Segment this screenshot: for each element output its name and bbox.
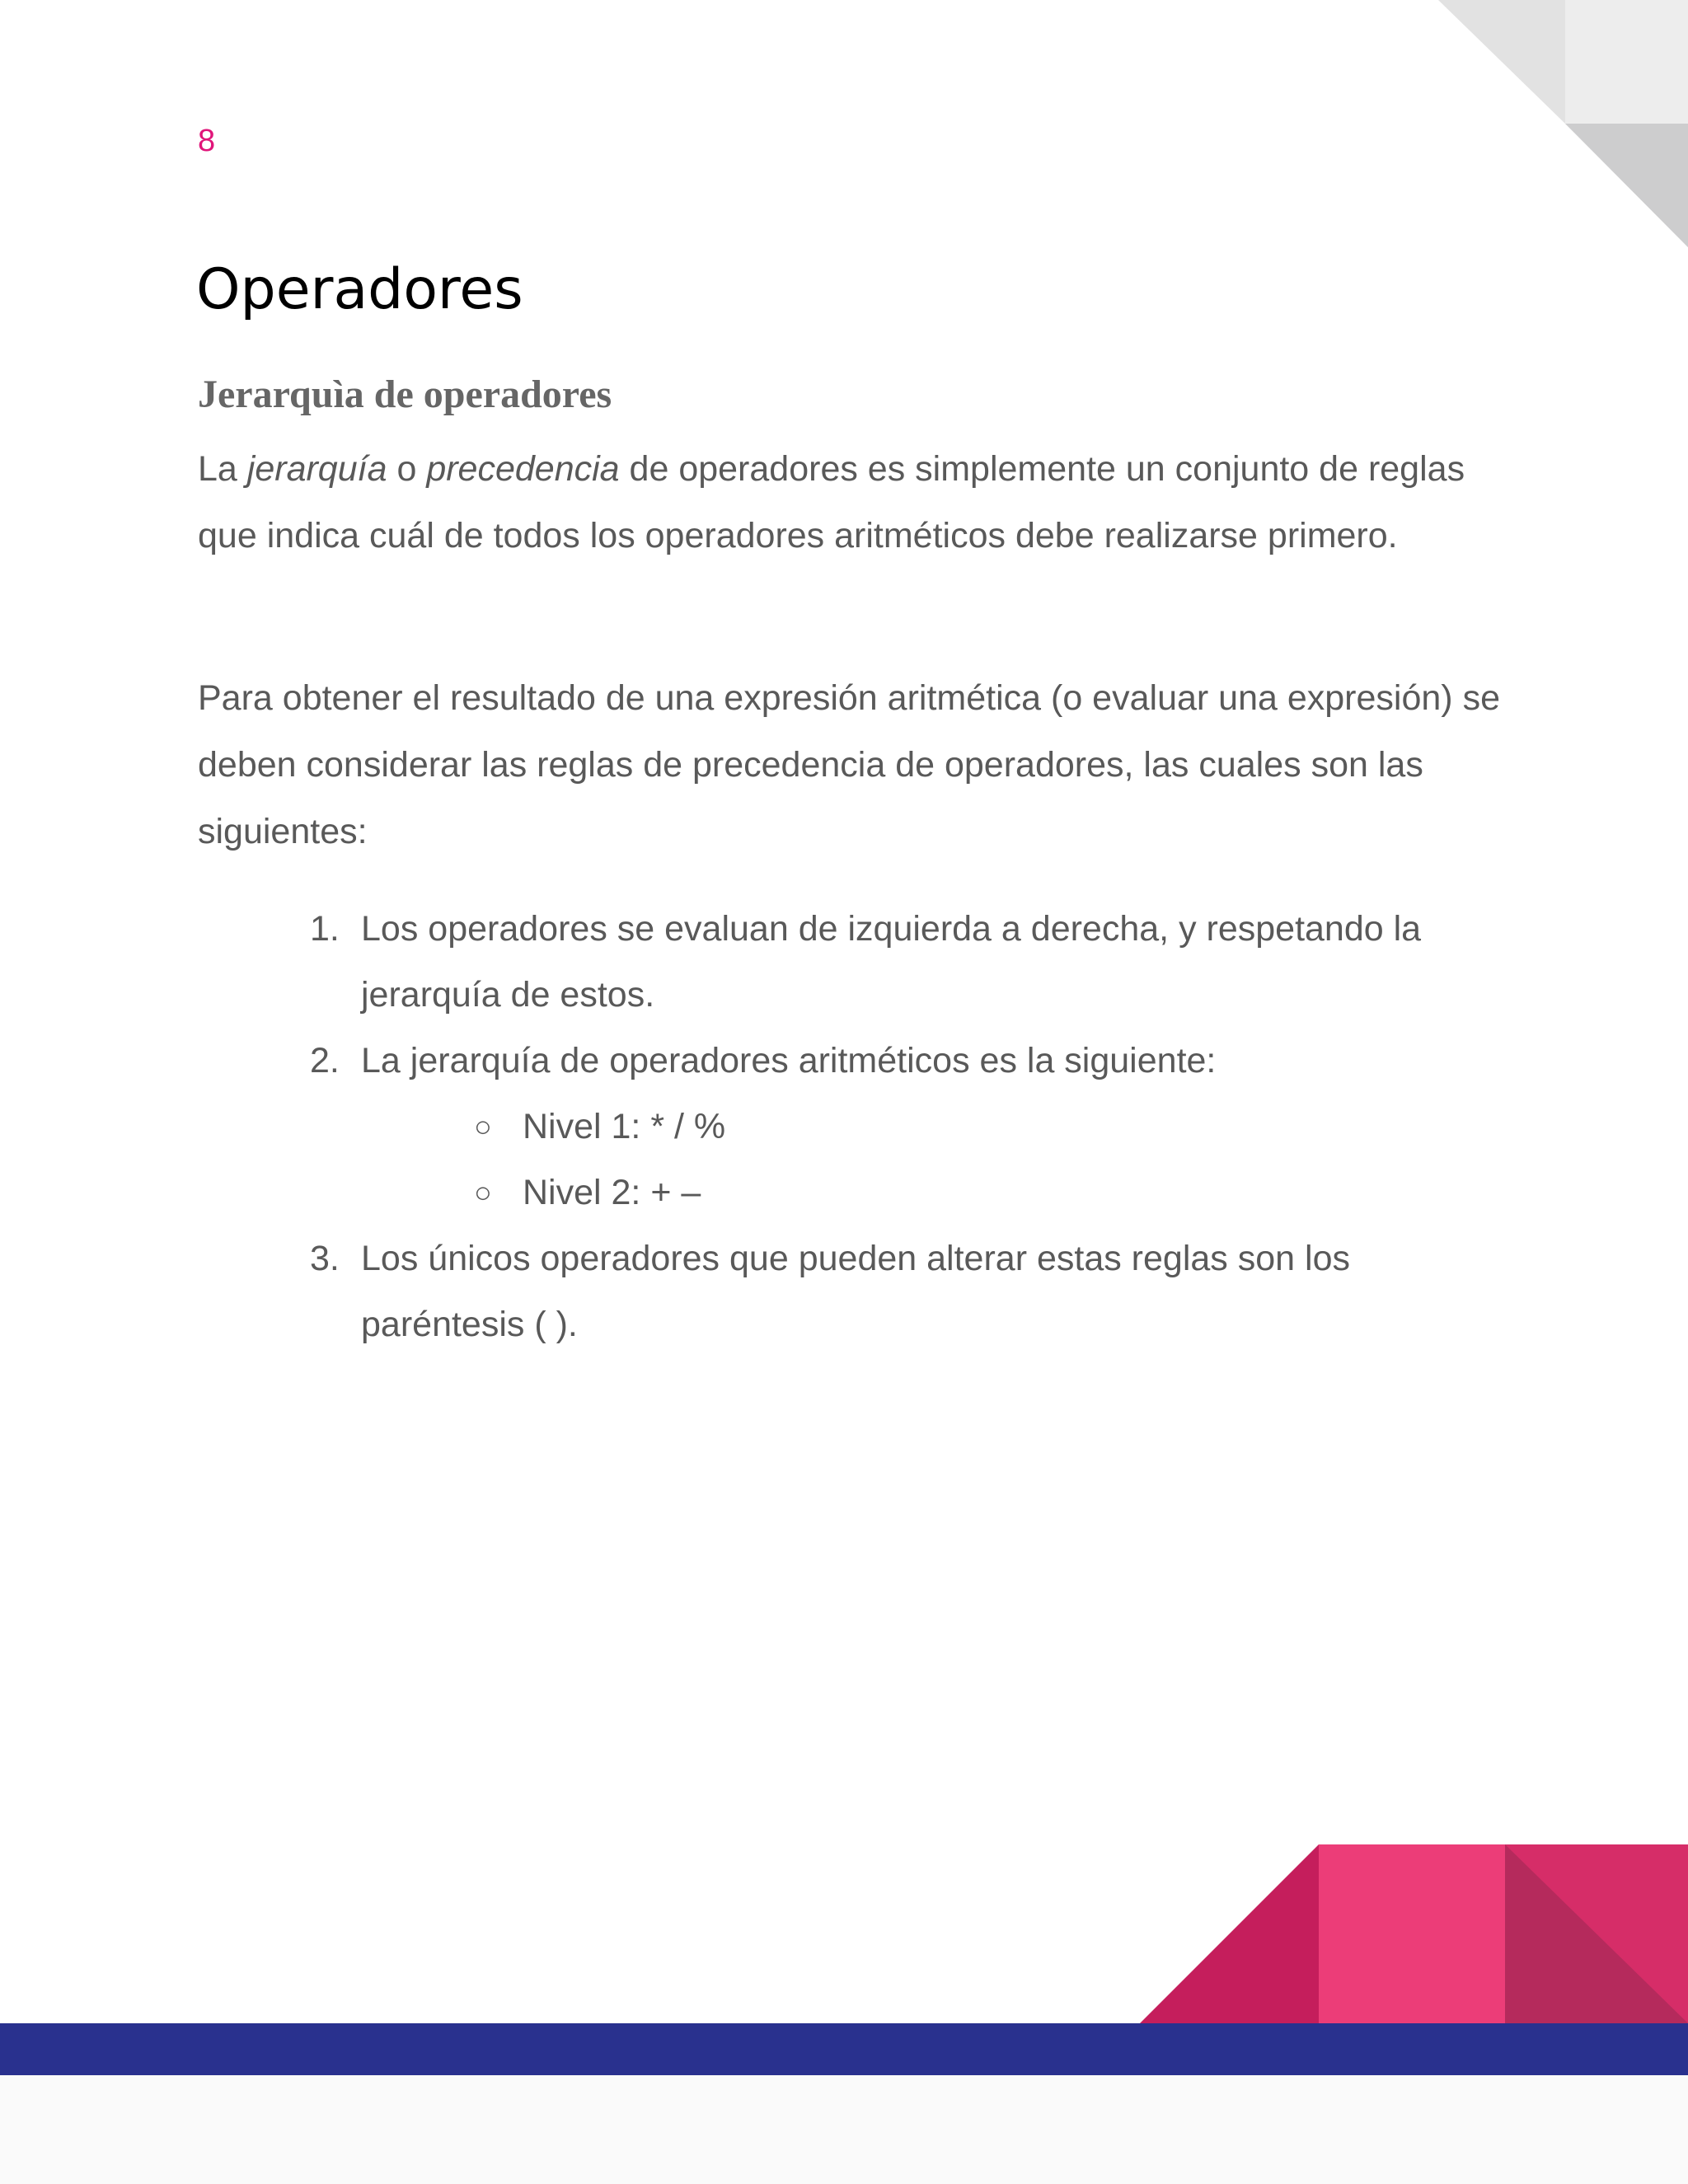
- list-item: [0, 896, 1515, 1028]
- sub-list-item-text: Nivel 1: * / %: [523, 1107, 726, 1146]
- emphasis-jerarquia: jerarquía: [246, 449, 387, 489]
- circle-bullet-icon: ○: [474, 1109, 492, 1143]
- corner-fold-lighter: [1565, 0, 1688, 124]
- rules-list: [0, 896, 1688, 1357]
- circle-bullet-icon: ○: [474, 1175, 492, 1209]
- list-item: [0, 1226, 1515, 1357]
- paragraph-text: La: [198, 449, 247, 489]
- page-number: 8: [198, 124, 216, 158]
- bottom-margin: [0, 2075, 1688, 2184]
- paragraph-text: o: [387, 449, 427, 489]
- list-item-text: Los únicos operadores que pueden alterar estas reglas son los paréntesis ( ).: [361, 1239, 1350, 1344]
- section-heading: Jerarquìa de operadores: [198, 373, 612, 416]
- list-item-text: Los operadores se evaluan de izquierda a derecha, y respetando la jerarquía de estos.: [361, 909, 1422, 1015]
- sub-list-item: [0, 1094, 1688, 1160]
- sub-list-item-text: Nivel 2: + –: [523, 1173, 701, 1212]
- paragraph-rules-intro: Para obtener el resultado de una expresión aritmética (o evaluar una expresión) se deben considerar las reglas de precedencia de operadores, las cuales son las siguientes:: [198, 678, 1500, 851]
- corner-fold-dark: [1565, 124, 1688, 247]
- page-title: Operadores: [196, 257, 523, 322]
- paragraph-definition: [198, 436, 1517, 569]
- list-number: 3.: [310, 1239, 340, 1278]
- list-number: 1.: [310, 909, 340, 949]
- sub-list-item: [0, 1160, 1688, 1226]
- list-item: [0, 1028, 1515, 1094]
- list-item-text: La jerarquía de operadores aritméticos es la siguiente:: [361, 1041, 1217, 1080]
- pink-block-light: [1319, 1844, 1505, 2023]
- pink-triangle: [1140, 1844, 1319, 2023]
- list-number: 2.: [310, 1041, 340, 1080]
- emphasis-precedencia: precedencia: [426, 449, 620, 489]
- paragraph-text: de operadores es simplemente un conjunto de reglas que indica cuál de todos los operadores aritméticos debe realizarse primero.: [198, 449, 1465, 555]
- navy-band: [0, 2023, 1688, 2075]
